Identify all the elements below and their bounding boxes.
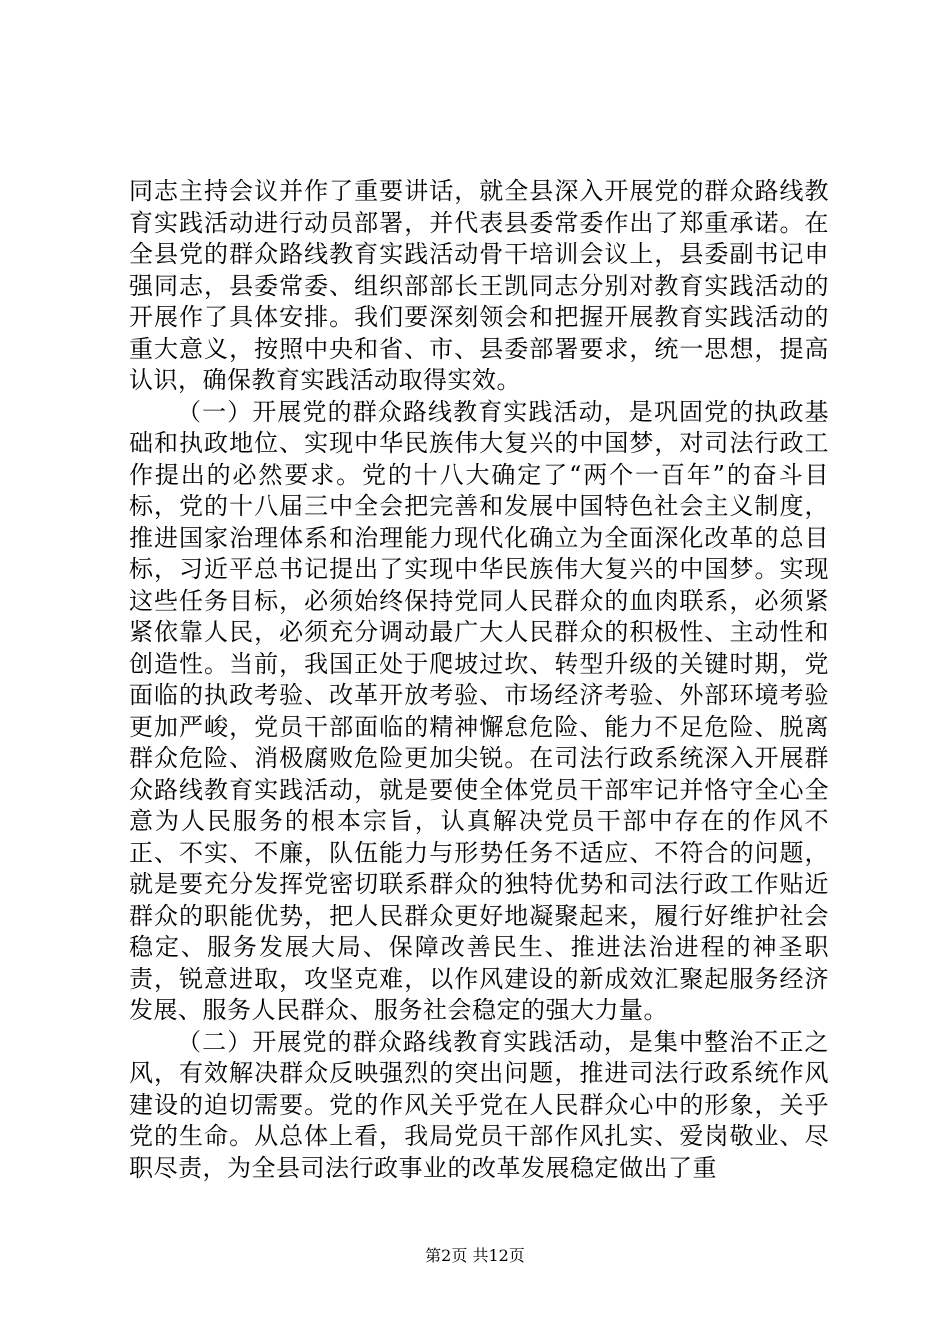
paragraph-1: 同志主持会议并作了重要讲话，就全县深入开展党的群众路线教育实践活动进行动员部署，并代表县委常委作出了郑重承诺。在全县党的群众路线教育实践活动骨干培训会议上，县委副书记申强同志，县委常委、组织部部长王凯同志分别对教育实践活动的开展作了具体安排。我们要深刻领会和把握开展教育实践活动的重大意义，按照中央和省、市、县委部署要求，统一思想，提高认识，确保教育实践活动取得实效。 — [129, 177, 829, 394]
paragraph-2: （一）开展党的群众路线教育实践活动，是巩固党的执政基础和执政地位、实现中华民族伟大复兴的中国梦，对司法行政工作提出的必然要求。党的十八大确定了“两个一百年”的奋斗目标，党的十八届三中全会把完善和发展中国特色社会主义制度，推进国家治理体系和治理能力现代化确立为全面深化改革的总目标，习近平总书记提出了实现中华民族伟大复兴的中国梦。实现这些任务目标，必须始终保持党同人民群众的血肉联系，必须紧紧依靠人民，必须充分调动最广大人民群众的积极性、主动性和创造性。当前，我国正处于爬坡过坎、转型升级的关键时期，党面临的执政考验、改革开放考验、市场经济考验、外部环境考验更加严峻，党员干部面临的精神懈怠危险、能力不足危险、脱离群众危险、消极腐败危险更加尖锐。在司法行政系统深入开展群众路线教育实践活动，就是要使全体党员干部牢记并恪守全心全意为人民服务的根本宗旨，认真解决党员干部中存在的作风不正、不实、不廉，队伍能力与形势任务不适应、不符合的问题，就是要充分发挥党密切联系群众的独特优势和司法行政工作贴近群众的职能优势，把人民群众更好地凝聚起来，履行好维护社会稳定、服务发展大局、保障改善民生、推进法治进程的神圣职责，锐意进取，攻坚克难，以作风建设的新成效汇聚起服务经济发展、服务人民群众、服务社会稳定的强大力量。 — [129, 397, 829, 1024]
document-body — [129, 176, 829, 1184]
paragraph-3: （二）开展党的群众路线教育实践活动，是集中整治不正之风，有效解决群众反映强烈的突出问题，推进司法行政系统作风建设的迫切需要。党的作风关乎党在人民群众心中的形象，关乎党的生命。从总体上看，我局党员干部作风扎实、爱岗敬业、尽职尽责，为全县司法行政事业的改革发展稳定做出了重 — [129, 1027, 829, 1182]
page-number-footer: 第2页 共12页 — [425, 1246, 525, 1265]
